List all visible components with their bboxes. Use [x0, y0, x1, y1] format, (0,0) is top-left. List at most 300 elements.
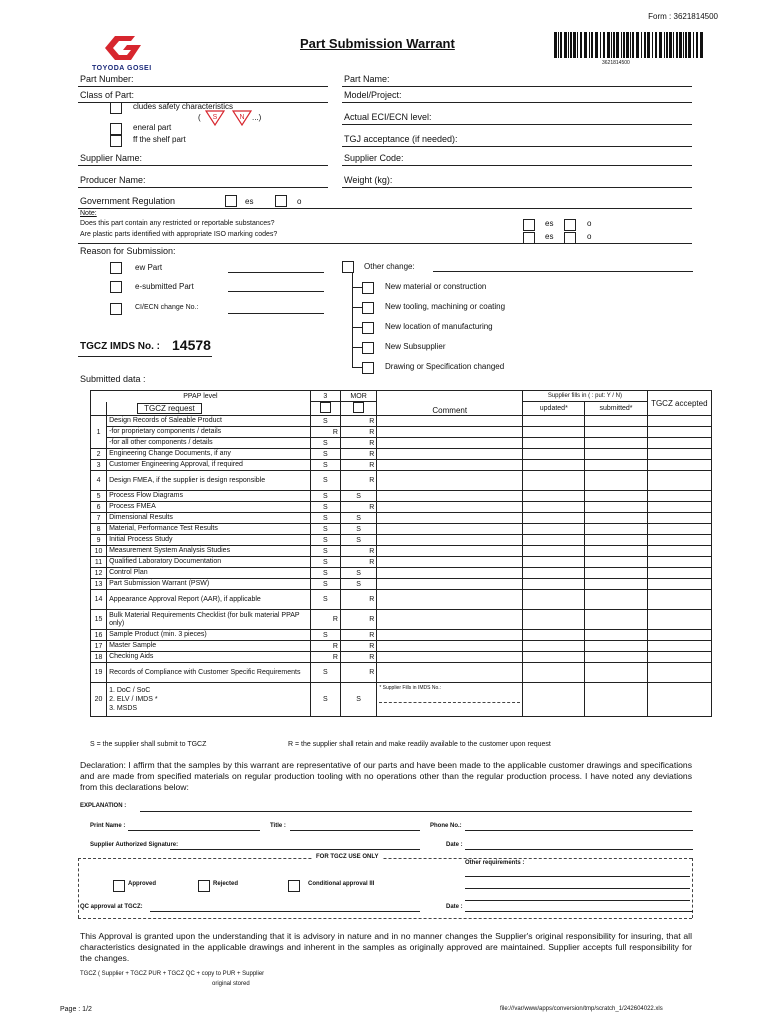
weight-label: Weight (kg): — [344, 175, 393, 185]
row-submitted[interactable] — [585, 663, 647, 683]
row-label: Sample Product (min. 3 pieces) — [107, 630, 311, 641]
conditional-approval-checkbox[interactable] — [288, 880, 300, 892]
new-material-checkbox[interactable] — [362, 282, 374, 294]
signature-label: Supplier Authorized Signature: — [90, 842, 179, 848]
row-updated[interactable] — [523, 641, 585, 652]
row-accepted[interactable] — [647, 427, 711, 438]
row-submitted[interactable] — [585, 460, 647, 471]
table-row — [91, 427, 712, 438]
row-updated[interactable] — [523, 438, 585, 449]
row-accepted[interactable] — [647, 663, 711, 683]
rejected-label: Rejected — [213, 881, 239, 887]
model-project-label: Model/Project: — [344, 90, 402, 100]
eci-ecn-change-checkbox[interactable] — [110, 303, 122, 315]
safety-close: ...) — [252, 113, 262, 122]
barcode-bar — [652, 32, 653, 58]
row-updated[interactable] — [523, 524, 585, 535]
producer-name-label: Producer Name: — [80, 175, 146, 185]
row-comment[interactable] — [377, 491, 523, 502]
row-20-doc: 1. DoC / SoC — [109, 687, 151, 694]
row-accepted[interactable] — [647, 471, 711, 491]
row-submitted[interactable] — [585, 641, 647, 652]
row-comment[interactable] — [377, 524, 523, 535]
row-updated[interactable] — [523, 471, 585, 491]
table-row — [91, 641, 712, 652]
row-number: 8 — [91, 524, 107, 535]
row-submitted[interactable] — [585, 513, 647, 524]
note2-yes-label: es — [545, 232, 554, 241]
row-number: 13 — [91, 579, 107, 590]
barcode-bar — [564, 32, 567, 58]
row-level3-value: S — [310, 502, 340, 513]
barcode-bar — [688, 32, 691, 58]
row-20-updated[interactable] — [523, 683, 585, 717]
row-comment[interactable] — [377, 471, 523, 491]
supplier-fills-header: Supplier fills in ( : put: Y / N) — [523, 391, 647, 402]
row-mor-value: R — [340, 590, 376, 610]
tgj-acceptance-label: TGJ acceptance (if needed): — [344, 134, 458, 144]
row-submitted[interactable] — [585, 427, 647, 438]
row-level3-value: S — [310, 513, 340, 524]
other-change-checkbox[interactable] — [342, 261, 354, 273]
row-label: Material, Performance Test Results — [107, 524, 311, 535]
row-accepted[interactable] — [647, 416, 711, 427]
row-comment[interactable] — [377, 557, 523, 568]
row-level3-value: R — [310, 610, 340, 630]
barcode-bar — [693, 32, 694, 58]
new-location-label: New location of manufacturing — [385, 322, 493, 331]
row-updated[interactable] — [523, 630, 585, 641]
row-level3-value: S — [310, 460, 340, 471]
row-number: 15 — [91, 610, 107, 630]
row-comment[interactable] — [377, 460, 523, 471]
barcode-bar — [655, 32, 657, 58]
barcode-bar — [700, 32, 703, 58]
row-comment[interactable] — [377, 513, 523, 524]
table-row — [91, 502, 712, 513]
row-mor-value: R — [340, 460, 376, 471]
row-accepted[interactable] — [647, 557, 711, 568]
row-mor-value: R — [340, 610, 376, 630]
note2-no-label: o — [587, 232, 592, 241]
row-mor-value: R — [340, 546, 376, 557]
general-part-label: eneral part — [133, 123, 172, 132]
gov-yes-label: es — [245, 197, 254, 206]
row-accepted[interactable] — [647, 449, 711, 460]
barcode-bar — [560, 32, 562, 58]
note1-yes-label: es — [545, 219, 554, 228]
safety-characteristics-label: cludes safety characteristics — [133, 102, 234, 111]
new-part-checkbox[interactable] — [110, 262, 122, 274]
row-comment[interactable] — [377, 641, 523, 652]
note-question-1: Does this part contain any restricted or reportable substances? — [80, 220, 275, 227]
new-tooling-label: New tooling, machining or coating — [385, 302, 506, 311]
row-level3-value: S — [310, 524, 340, 535]
safety-open: ( — [198, 113, 201, 122]
eci-ecn-change-label: CI/ECN change No.: — [135, 304, 199, 311]
row-mor-value: S — [340, 524, 376, 535]
row-submitted[interactable] — [585, 491, 647, 502]
row-mor-value: S — [340, 568, 376, 579]
row-submitted[interactable] — [585, 557, 647, 568]
row-comment[interactable] — [377, 416, 523, 427]
row-comment[interactable] — [377, 630, 523, 641]
explanation-label: EXPLANATION : — [80, 803, 127, 809]
row-updated[interactable] — [523, 610, 585, 630]
row-accepted[interactable] — [647, 641, 711, 652]
row-number: 3 — [91, 460, 107, 471]
new-material-label: New material or construction — [385, 282, 487, 291]
barcode-bar — [621, 32, 622, 58]
new-subsupplier-checkbox[interactable] — [362, 342, 374, 354]
ppap-table — [90, 390, 712, 717]
table-row — [91, 471, 712, 491]
row-label: -for all other components / details — [107, 438, 311, 449]
safety-n-icon — [232, 110, 252, 126]
row-comment[interactable] — [377, 652, 523, 663]
table-row — [91, 590, 712, 610]
barcode-bar — [577, 32, 578, 58]
row-comment[interactable] — [377, 427, 523, 438]
table-row — [91, 663, 712, 683]
row-accepted[interactable] — [647, 513, 711, 524]
row-submitted[interactable] — [585, 630, 647, 641]
row-accepted[interactable] — [647, 502, 711, 513]
row-number: 9 — [91, 535, 107, 546]
mor-header: MOR — [340, 391, 376, 402]
row-accepted[interactable] — [647, 491, 711, 502]
gov-no-checkbox[interactable] — [275, 195, 287, 207]
row-submitted[interactable] — [585, 590, 647, 610]
row-updated[interactable] — [523, 427, 585, 438]
row-submitted[interactable] — [585, 546, 647, 557]
barcode-bar — [683, 32, 684, 58]
row-number: 11 — [91, 557, 107, 568]
imds-value: 14578 — [172, 337, 211, 353]
table-row — [91, 568, 712, 579]
note-label: Note: — [80, 210, 97, 217]
row-accepted[interactable] — [647, 610, 711, 630]
barcode-bar — [607, 32, 610, 58]
row-mor-value: S — [340, 535, 376, 546]
barcode-bar — [611, 32, 612, 58]
mor-request-checkbox[interactable] — [353, 402, 364, 413]
resubmitted-checkbox[interactable] — [110, 281, 122, 293]
row-updated[interactable] — [523, 579, 585, 590]
drawing-changed-checkbox[interactable] — [362, 362, 374, 374]
safety-s-text: S — [212, 114, 218, 121]
table-row — [91, 579, 712, 590]
row-comment[interactable] — [377, 535, 523, 546]
row-accepted[interactable] — [647, 535, 711, 546]
row-comment[interactable] — [377, 438, 523, 449]
rejected-checkbox[interactable] — [198, 880, 210, 892]
barcode-bar — [616, 32, 619, 58]
row-submitted[interactable] — [585, 535, 647, 546]
row-mor-value: R — [340, 557, 376, 568]
barcode-bar — [573, 32, 576, 58]
for-tgcz-label: FOR TGCZ USE ONLY — [312, 854, 382, 860]
row-mor-value: R — [340, 416, 376, 427]
row-updated[interactable] — [523, 416, 585, 427]
note-question-2: Are plastic parts identified with appropriate ISO marking codes? — [80, 231, 278, 238]
barcode-bar — [679, 32, 682, 58]
row-20-submitted[interactable] — [585, 683, 647, 717]
row-updated[interactable] — [523, 491, 585, 502]
row-comment[interactable] — [377, 449, 523, 460]
reason-title: Reason for Submission: — [80, 246, 176, 256]
barcode-bar — [603, 32, 605, 58]
row-updated[interactable] — [523, 449, 585, 460]
safety-characteristics-checkbox[interactable] — [110, 102, 122, 114]
row-mor-value: R — [340, 427, 376, 438]
part-name-label: Part Name: — [344, 74, 390, 84]
table-row — [91, 438, 712, 449]
row-20-mor: S — [340, 683, 376, 717]
barcode-bar — [666, 32, 668, 58]
legend-r: R = the supplier shall retain and make readily available to the customer upon request — [288, 741, 551, 748]
barcode-bar — [669, 32, 672, 58]
new-tooling-checkbox[interactable] — [362, 302, 374, 314]
resubmitted-label: e-submitted Part — [135, 282, 194, 291]
barcode-bar — [558, 32, 559, 58]
row-label: -for proprietary components / details — [107, 427, 311, 438]
row-label: Records of Compliance with Customer Specific Requirements — [107, 663, 311, 683]
row-mor-value: R — [340, 652, 376, 663]
row-number: 6 — [91, 502, 107, 513]
tgcz-request-header — [107, 402, 311, 416]
row-accepted[interactable] — [647, 438, 711, 449]
barcode-text: 3621814500 — [602, 60, 630, 66]
off-the-shelf-checkbox[interactable] — [110, 135, 122, 147]
row-label: Measurement System Analysis Studies — [107, 546, 311, 557]
row-updated[interactable] — [523, 460, 585, 471]
approval-text: This Approval is granted upon the understanding that it is advisory in nature and in no manner changes the Supplier's original responsibility for insuring, that all characteristics designated in the applicable drawings and inherent in the samples as originally approved are maintained. Supplier accepts full responsibility for the changes. — [80, 931, 692, 963]
row-comment[interactable] — [377, 663, 523, 683]
row-mor-value: S — [340, 491, 376, 502]
new-location-checkbox[interactable] — [362, 322, 374, 334]
row-updated[interactable] — [523, 652, 585, 663]
row-label: Design Records of Saleable Product — [107, 416, 311, 427]
row-accepted[interactable] — [647, 579, 711, 590]
row-level3-value: S — [310, 557, 340, 568]
row-20-accepted[interactable] — [647, 683, 711, 717]
row-accepted[interactable] — [647, 652, 711, 663]
table-row — [91, 513, 712, 524]
company-logo — [92, 34, 152, 72]
row-number: 17 — [91, 641, 107, 652]
row-updated[interactable] — [523, 568, 585, 579]
barcode-bar — [664, 32, 665, 58]
row-mor-value: R — [340, 471, 376, 491]
row-number: 4 — [91, 471, 107, 491]
row-label: Engineering Change Documents, if any — [107, 449, 311, 460]
row-comment[interactable] — [377, 590, 523, 610]
row-level3-value: S — [310, 438, 340, 449]
row-number: 10 — [91, 546, 107, 557]
row-label: Appearance Approval Report (AAR), if applicable — [107, 590, 311, 610]
barcode-bar — [613, 32, 615, 58]
form-number: Form : 3621814500 — [648, 12, 718, 21]
row-20-comment[interactable] — [377, 683, 523, 717]
safety-s-icon — [205, 110, 225, 126]
barcode-bar — [568, 32, 569, 58]
row-comment[interactable] — [377, 502, 523, 513]
row-label: Master Sample — [107, 641, 311, 652]
note1-yes-checkbox[interactable] — [523, 219, 535, 231]
row-level3-value: S — [310, 471, 340, 491]
row-level3-value: S — [310, 535, 340, 546]
gov-yes-checkbox[interactable] — [225, 195, 237, 207]
note1-no-label: o — [587, 219, 592, 228]
row-20-elv — [109, 695, 308, 704]
row-level3-value: S — [310, 630, 340, 641]
row-mor-value: R — [340, 438, 376, 449]
row-number: 2 — [91, 449, 107, 460]
part-number-label: Part Number: — [80, 74, 134, 84]
row-mor-value: R — [340, 630, 376, 641]
tgcz-accepted-header: TGCZ accepted — [647, 391, 711, 416]
table-row — [91, 652, 712, 663]
barcode-bar — [696, 32, 698, 58]
barcode-bar — [600, 32, 601, 58]
row-updated[interactable] — [523, 502, 585, 513]
table-row — [91, 610, 712, 630]
row-number: 14 — [91, 590, 107, 610]
row-accepted[interactable] — [647, 524, 711, 535]
table-row — [91, 416, 712, 427]
level-header: 3 — [310, 391, 340, 402]
level3-request-checkbox[interactable] — [320, 402, 331, 413]
row-label: Dimensional Results — [107, 513, 311, 524]
row-submitted[interactable] — [585, 471, 647, 491]
row-level3-value: S — [310, 491, 340, 502]
row-comment[interactable] — [377, 568, 523, 579]
row-label: Initial Process Study — [107, 535, 311, 546]
barcode-bar — [659, 32, 662, 58]
row-accepted[interactable] — [647, 590, 711, 610]
row-number: 18 — [91, 652, 107, 663]
row-mor-value: R — [340, 449, 376, 460]
barcode-bar — [626, 32, 629, 58]
off-the-shelf-label: ff the shelf part — [133, 135, 186, 144]
row-updated[interactable] — [523, 590, 585, 610]
row-label: Customer Engineering Approval, if required — [107, 460, 311, 471]
row-accepted[interactable] — [647, 460, 711, 471]
row-level3-value: S — [310, 590, 340, 610]
submitted-data-label: Submitted data : — [80, 374, 146, 384]
row-comment[interactable] — [377, 610, 523, 630]
row-updated[interactable] — [523, 546, 585, 557]
page-number: Page : 1/2 — [60, 1006, 92, 1013]
logo-text: TOYODA GOSEI — [92, 65, 152, 72]
safety-n-text: N — [239, 114, 245, 121]
approved-checkbox[interactable] — [113, 880, 125, 892]
drawing-changed-label: Drawing or Specification changed — [385, 362, 505, 371]
row-number: 12 — [91, 568, 107, 579]
row-mor-value: R — [340, 663, 376, 683]
barcode-bar — [570, 32, 572, 58]
row-20-label — [107, 683, 311, 717]
table-row — [91, 460, 712, 471]
comment-header: Comment — [377, 391, 523, 416]
government-regulation-label: Government Regulation — [80, 196, 176, 206]
barcode-bar — [676, 32, 678, 58]
note1-no-checkbox[interactable] — [564, 219, 576, 231]
row-level3-value: R — [310, 427, 340, 438]
toyoda-gosei-logo-icon — [101, 34, 143, 62]
row-number: 1 — [91, 416, 107, 449]
row-submitted[interactable] — [585, 502, 647, 513]
barcode-icon — [554, 32, 704, 60]
row-submitted[interactable] — [585, 524, 647, 535]
row-submitted[interactable] — [585, 579, 647, 590]
row-updated[interactable] — [523, 663, 585, 683]
row-updated[interactable] — [523, 535, 585, 546]
table-row — [91, 491, 712, 502]
barcode-bar — [647, 32, 650, 58]
barcode-bar — [589, 32, 590, 58]
barcode — [554, 32, 704, 65]
row-accepted[interactable] — [647, 568, 711, 579]
table-row — [91, 557, 712, 568]
row-label: Qualified Laboratory Documentation — [107, 557, 311, 568]
general-part-checkbox[interactable] — [110, 123, 122, 135]
row-submitted[interactable] — [585, 416, 647, 427]
row-submitted[interactable] — [585, 438, 647, 449]
imds-label: TGCZ IMDS No. : — [80, 341, 160, 352]
row-updated[interactable] — [523, 513, 585, 524]
class-of-part-label: Class of Part: — [80, 90, 135, 100]
row-20-level3: S — [310, 683, 340, 717]
distribution-line-1: TGCZ ( Supplier + TGCZ PUR + TGCZ QC + copy to PUR + Supplier — [80, 971, 265, 977]
barcode-bar — [632, 32, 634, 58]
row-20-number: 20 — [91, 683, 107, 717]
row-submitted[interactable] — [585, 449, 647, 460]
table-row — [91, 630, 712, 641]
row-label: Checking Aids — [107, 652, 311, 663]
row-level3-value: S — [310, 579, 340, 590]
row-number: 5 — [91, 491, 107, 502]
legend-s: S = the supplier shall submit to TGCZ — [90, 741, 207, 748]
barcode-bar — [630, 32, 631, 58]
barcode-bar — [591, 32, 593, 58]
barcode-bar — [644, 32, 646, 58]
row-level3-value: S — [310, 416, 340, 427]
file-path: file:///var/www/apps/conversion/tmp/scratch_1/242604022.xls — [500, 1006, 663, 1012]
approved-label: Approved — [128, 881, 157, 887]
updated-header: updated* — [523, 402, 585, 416]
row-label: Design FMEA, if the supplier is design responsible — [107, 471, 311, 491]
date-label: Date : — [446, 842, 463, 848]
table-row — [91, 449, 712, 460]
row-submitted[interactable] — [585, 610, 647, 630]
barcode-bar — [685, 32, 687, 58]
row-accepted[interactable] — [647, 630, 711, 641]
row-number: 19 — [91, 663, 107, 683]
row-submitted[interactable] — [585, 568, 647, 579]
row-comment[interactable] — [377, 546, 523, 557]
other-requirements-label: Other requirements : — [465, 860, 525, 866]
qc-date-label: Date : — [446, 904, 463, 910]
declaration-text: Declaration: I affirm that the samples by this warrant are representative of our parts and have been made to the applicable customer drawings and specifications and are made from specified materials on regular production tooling with no operations other than the regular production process. I have noted any deviations from this declarations below: — [80, 760, 692, 792]
table-row — [91, 546, 712, 557]
row-comment[interactable] — [377, 579, 523, 590]
row-submitted[interactable] — [585, 652, 647, 663]
ppap-level-header: PPAP level — [91, 391, 311, 402]
row-updated[interactable] — [523, 557, 585, 568]
row-accepted[interactable] — [647, 546, 711, 557]
